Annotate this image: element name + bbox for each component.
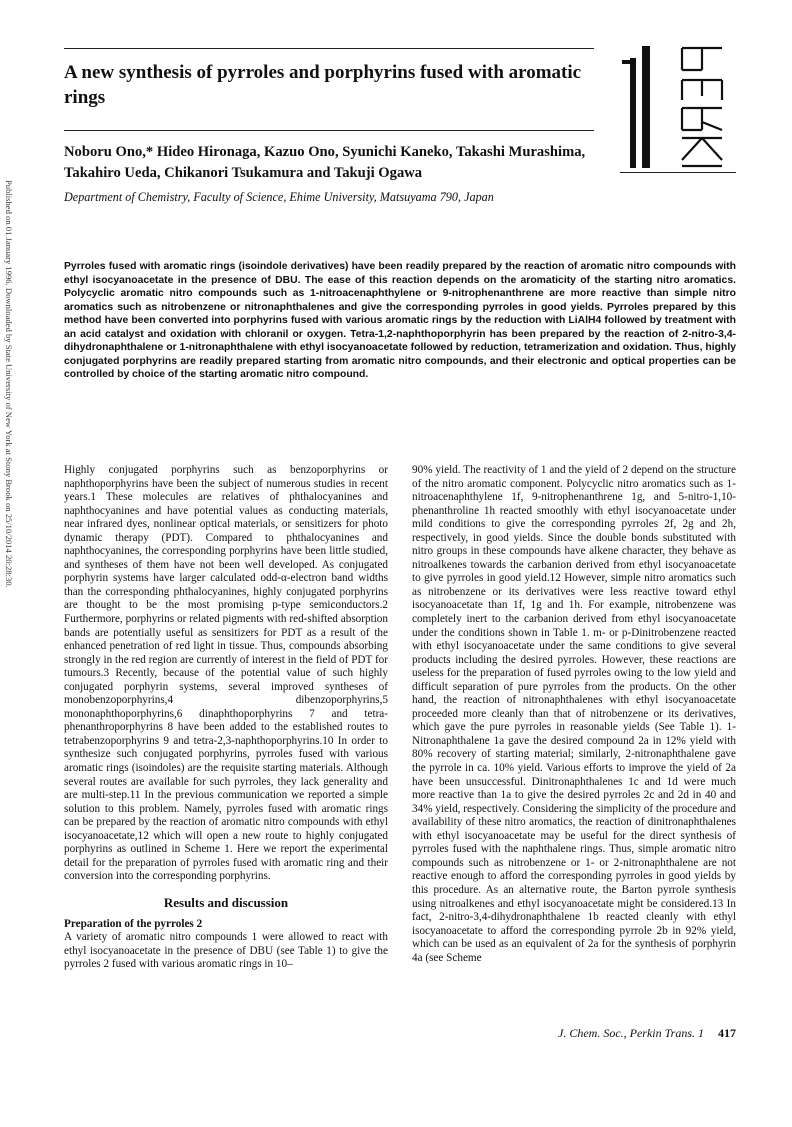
author-affiliation: Department of Chemistry, Faculty of Science, Ehime University, Matsuyama 790, Japan [64,190,494,204]
page-number: 417 [718,1026,736,1040]
section-heading: Results and discussion [163,894,289,910]
abstract: Pyrroles fused with aromatic rings (isoindole derivatives) have been readily prepared by the reaction of aromatic nitro compounds with ethyl isocyanoacetate in the presence of DBU. The ease of this reaction depends on the aromaticity of the starting nitro aromatics. Polycyclic aromatic nitro compounds such as 1-nitroacenaphthylene or 9-nitrophenanthrene are more reactive than simple nitro aromatics such as nitrobenzene or nitronaphthalenes and give the corresponding pyrroles in good yields. Pyrroles prepared by this method have been converted into porphyrins fused with various aromatic rings by the reduction with LiAlH4 followed by treatment with an acid catalyst and oxidation with chloranil or oxygen. Tetra-1,2-naphthoporphyrin has been prepared by the reaction of 2-nitro-3,4-dihydronaphthalene or 1-nitronaphthalene with ethyl isocyanoacetate followed by reduction, tetramerization and oxidation. Thus, highly conjugated porphyrins are readily prepared starting from aromatic nitro compounds, and their electronic and optical properties can be controlled by choice of the starting aromatic nitro compound. [64,261,736,380]
reactivity-paragraph: 90% yield. The reactivity of 1 and the yield of 2 depend on the structure of the nitro aromatic component. Polycyclic nitro aromatics such as 1-nitroacenaphthylene 1f, 9-nitrophenanthrene 1g, and 5-nitro-1,10-phenanthroline 1h reacted smoothly with ethyl isocyanoacetate under mild conditions to give the corresponding pyrroles 2f, 2g and 2h, respectively, in good yields. Since the double bonds substituted with nitro groups in these compounds have alkene character, they behave as nitroalkenes towards the carbanion derived from ethyl isocyanoacetate to give pyrroles in good yield.12 However, simple nitro aromatics such as nitrobenzene or its derivatives were less reactive toward ethyl isocyanoacetate than 1f, 1g and 1h. For example, nitrobenzene was completely inert to the carbanion derived from ethyl isocyanoacetate under the conditions shown in Table 1. m- or p-Dinitrobenzene reacted with ethyl isocyanoacetate under the same conditions to give several products including the desired pyrroles. However, these reactions are useless for the preparation of fused pyrroles owing to the low yield and difficult separation of pure pyrroles from the products. On the other hand, the reaction of nitronaphthalenes with ethyl isocyanoacetate proceeded more cleanly than that of nitrobenzene or its derivatives, which gave the pure pyrroles in reasonable yields (See Table 1). 1-Nitronaphthalene 1a gave the desired compound 2a in 12% yield with 80% recovery of starting material; similarly, 2-nitronaphthalene gave the pyrrole in ca. 10% yield. Various efforts to improve the yield of 2a have been unsuccessful. Dinitronaphthalenes 1c and 1d were much more reactive than 1a to give the desired pyrroles 2c and 2d in 40 and 34% yield, respectively. Considering the simplicity of the procedure and availability of these nitro aromatics, the reaction of dinitronaphthalenes with ethyl isocyanoacetate may be useful for the direct synthesis of pyrroles fused with the naphthalene rings. Thus, simple aromatic nitro compounds such as nitrobenzene or 1- or 2-nitronaphthalene are not reactive enough to afford the corresponding pyrroles in good yields by this procedure. As an alternative route, the Barton pyrrole synthesis using nitroalkenes and ethyl isocyanoacetate might be considered.13 In fact, 2-nitro-3,4-dihydronaphthalene 1b reacted cleanly with ethyl isocyanoacetate to afford the corresponding pyrrole 2b in 92% yield, which can be used as an equivalent of 2a for the synthesis of porphyrin 4a (see Scheme [412,464,736,964]
perkin-vertical-letters [682,48,722,166]
introduction-paragraph: Highly conjugated porphyrins such as benzoporphyrins or naphthoporphyrins have been the subject of numerous studies in recent years.1 These molecules are relatives of phthalocyanines and naphthocyanines and have potential values as conducting materials, near infrared dyes, nonlinear optical materials, or sensitizers for photo dynamic therapy (PDT). Compared to phthalocyanines and naphthocyanines, the corresponding porphyrins have been little studied, and syntheses of them have not been well developed. As conjugated porphyrin systems have larger calculated odd-α-electron band widths than the corresponding phthalocyanines, highly conjugated porphyrins are thought to be the most promising p-type semiconductors.2 Furthermore, porphyrins or related pigments with red-shifted absorption bands are potentially useful as sensitizers for PDT as a result of the enhanced penetration of red light in tissue. Thus, compounds absorbing strongly in the red region are currently of interest in the field of PDT for tumours.3 Recently, because of the potential value of such highly conjugated porphyrin systems, several improved syntheses of monobenzoporphyrins,4 dibenzoporphyrins,5 mononaphthoporphyrins,6 dinaphthoporphyrins 7 and tetra-phenanthroporphyrins 8 have been added to the established routes to tetrabenzoporphyrins 9 and tetra-2,3-naphthoporphyrins.10 In order to synthesize such conjugated porphyrins, pyrroles fused with various aromatic rings (isoindoles) are the requisite starting materials. Although several routes are available for such pyrroles, they lack generality and are multi-step.11 In the previous communication we reported a simple solution to this problem. Namely, pyrroles fused with aromatic rings can be prepared by the reaction of aromatic nitro compounds with ethyl isocyanoacetate,12 which will open a new route to highly conjugated porphyrins as outlined in Scheme 1. Here we report the experimental detail for the preparation of pyrroles fused with aromatic ring and their conversion into the corresponding porphyrins. [64,464,388,883]
logo-rule [620,172,736,173]
perkin-journal-logo [620,42,736,174]
download-notice [2,180,18,860]
body-column-left [64,464,388,972]
body-column-right [412,464,736,965]
numeral-one-mark [622,46,650,168]
download-notice-text: Published on 01 January 1996. Downloaded by State University of New York at Stony Brook on 25/10/2014 20:28:30. [4,180,14,588]
pyrrole-preparation-paragraph: A variety of aromatic nitro compounds 1 were allowed to react with ethyl isocyanoacetate in the presence of DBU (see Table 1) to give the pyrroles 2 fused with various aromatic rings in 10– [64,931,388,971]
article-title: A new synthesis of pyrroles and porphyrins fused with aromatic rings [64,62,582,108]
page-footer [558,1026,736,1041]
top-rule [64,48,594,49]
author-list: Noboru Ono,* Hideo Hironaga, Kazuo Ono, Syunichi Kaneko, Takashi Murashima, Takahiro Ueda, Chikanori Tsukamura and Takuji Ogawa [64,144,586,181]
footer-journal-name: J. Chem. Soc., Perkin Trans. 1 [558,1026,704,1040]
title-rule [64,130,594,131]
subsection-heading: Preparation of the pyrroles 2 [64,917,203,930]
